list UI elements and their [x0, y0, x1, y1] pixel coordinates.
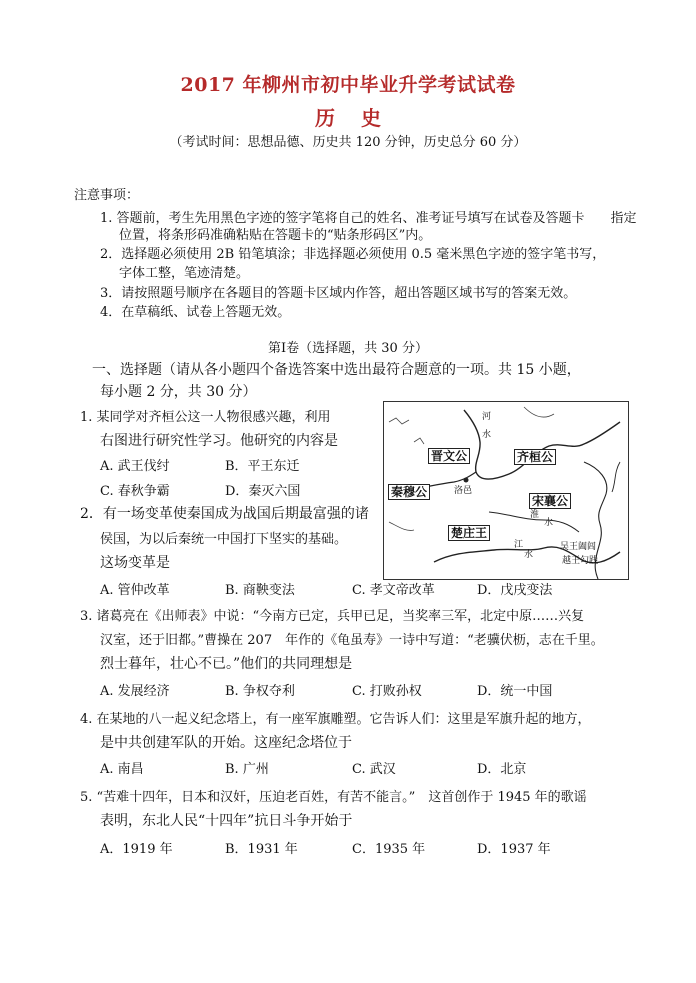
notice-item: 字体工整，笔迹清楚。	[119, 266, 250, 281]
notice-item: 4．在草稿纸、试卷上答题无效。	[100, 305, 291, 320]
question-text: 侯国，为以后秦统一中国打下坚实的基础。	[100, 532, 348, 547]
map-label-song: 宋襄公	[529, 493, 571, 509]
question-text: 是中共创建军队的开始。这座纪念塔位于	[100, 735, 352, 751]
question-text: 1. 某同学对齐桓公这一人物很感兴趣，利用	[80, 410, 331, 425]
map-river-label: 淮	[530, 510, 540, 520]
map-label-yue: 越王勾践	[562, 556, 599, 566]
answer-option[interactable]: D．秦灭六国	[225, 484, 301, 499]
answer-option[interactable]: B．平王东迁	[225, 459, 300, 474]
question-text: 3. 诸葛亮在《出师表》中说：“今南方已定，兵甲已足，当奖率三军，北定中原……兴复	[80, 609, 585, 624]
map-label-wu: 吴王阖闾	[560, 542, 597, 552]
map-river-label: 水	[482, 430, 492, 440]
part1-instructions: 每小题 2 分，共 30 分）	[100, 384, 257, 400]
question-text: 2．有一场变革使秦国成为战国后期最富强的诸	[80, 506, 369, 522]
map-label-chu: 楚庄王	[448, 525, 490, 541]
map-label-qin: 秦穆公	[388, 484, 430, 500]
answer-option[interactable]: C. 武汉	[352, 762, 396, 777]
part1-heading: 第Ⅰ卷（选择题，共 30 分）	[268, 341, 428, 356]
question-text: 汉室，还于旧都。”曹操在 207 年作的《龟虽寿》一诗中写道：“老骥伏枥，志在千里。	[100, 633, 604, 648]
map-label-qi: 齐桓公	[514, 449, 556, 465]
part1-instructions: 一、选择题（请从各小题四个备选答案中选出最符合题意的一项。共 15 小题，	[92, 362, 581, 378]
answer-option[interactable]: D．北京	[477, 762, 527, 777]
answer-option[interactable]: A. 管仲改革	[100, 583, 170, 598]
question-text: 表明，东北人民“十四年”抗日斗争开始于	[100, 813, 353, 829]
answer-option[interactable]: B. 商鞅变法	[225, 583, 295, 598]
answer-option[interactable]: C．1935 年	[352, 842, 426, 857]
answer-option[interactable]: C. 打败孙权	[352, 684, 422, 699]
map-river-label: 水	[524, 550, 534, 560]
question-text: 5. “苦难十四年，日本和汉奸，压迫老百姓，有苦不能言。” 这首创作于 1945 年的歌谣	[80, 790, 587, 805]
answer-option[interactable]: A. 南昌	[100, 762, 144, 777]
answer-option[interactable]: A．1919 年	[100, 842, 173, 857]
exam-time-info: （考试时间：思想品德、历史共 120 分钟，历史总分 60 分）	[169, 135, 527, 150]
notice-item: 2．选择题必须使用 2B 铅笔填涂；非选择题必须使用 0.5 毫米黑色字迹的签字笔书写，	[100, 247, 606, 262]
answer-option[interactable]: A. 发展经济	[100, 684, 170, 699]
notice-item: 3．请按照题号顺序在各题目的答题卡区域内作答，超出答题区域书写的答案无效。	[100, 286, 577, 301]
answer-option[interactable]: B．1931 年	[225, 842, 298, 857]
answer-option[interactable]: A. 武王伐纣	[100, 459, 170, 474]
notice-heading: 注意事项：	[74, 188, 140, 203]
answer-option[interactable]: D．统一中国	[477, 684, 553, 699]
question-text: 4. 在某地的八一起义纪念塔上，有一座军旗雕塑。它告诉人们：这里是军旗升起的地方，	[80, 712, 591, 727]
exam-title: 2017 年柳州市初中毕业升学考试试卷	[180, 74, 516, 96]
map-river-label: 水	[544, 518, 554, 528]
answer-option[interactable]: B. 广州	[225, 762, 269, 777]
question-text: 这场变革是	[100, 555, 170, 571]
answer-option[interactable]: D．戊戌变法	[477, 583, 553, 598]
map-label-jin: 晋文公	[428, 448, 470, 464]
subject-title: 历史	[315, 106, 407, 130]
notice-item: 1. 答题前，考生先用黑色字迹的签字笔将自己的姓名、准考证号填写在试卷及答题卡 指定	[100, 211, 637, 226]
question-text: 右图进行研究性学习。他研究的内容是	[100, 433, 338, 449]
notice-item: 位置，将条形码准确粘贴在答题卡的“贴条形码区”内。	[119, 228, 432, 243]
answer-option[interactable]: C. 孝文帝改革	[352, 583, 435, 598]
map-river-label: 河	[482, 412, 492, 422]
question-text: 烈士暮年，壮心不已。”他们的共同理想是	[100, 656, 353, 672]
answer-option[interactable]: D．1937 年	[477, 842, 551, 857]
map-city-luoyi: 洛邑	[454, 486, 473, 496]
map-river-label: 江	[514, 540, 524, 550]
spring-autumn-map	[383, 401, 629, 580]
answer-option[interactable]: C. 春秋争霸	[100, 484, 170, 499]
answer-option[interactable]: B. 争权夺利	[225, 684, 295, 699]
